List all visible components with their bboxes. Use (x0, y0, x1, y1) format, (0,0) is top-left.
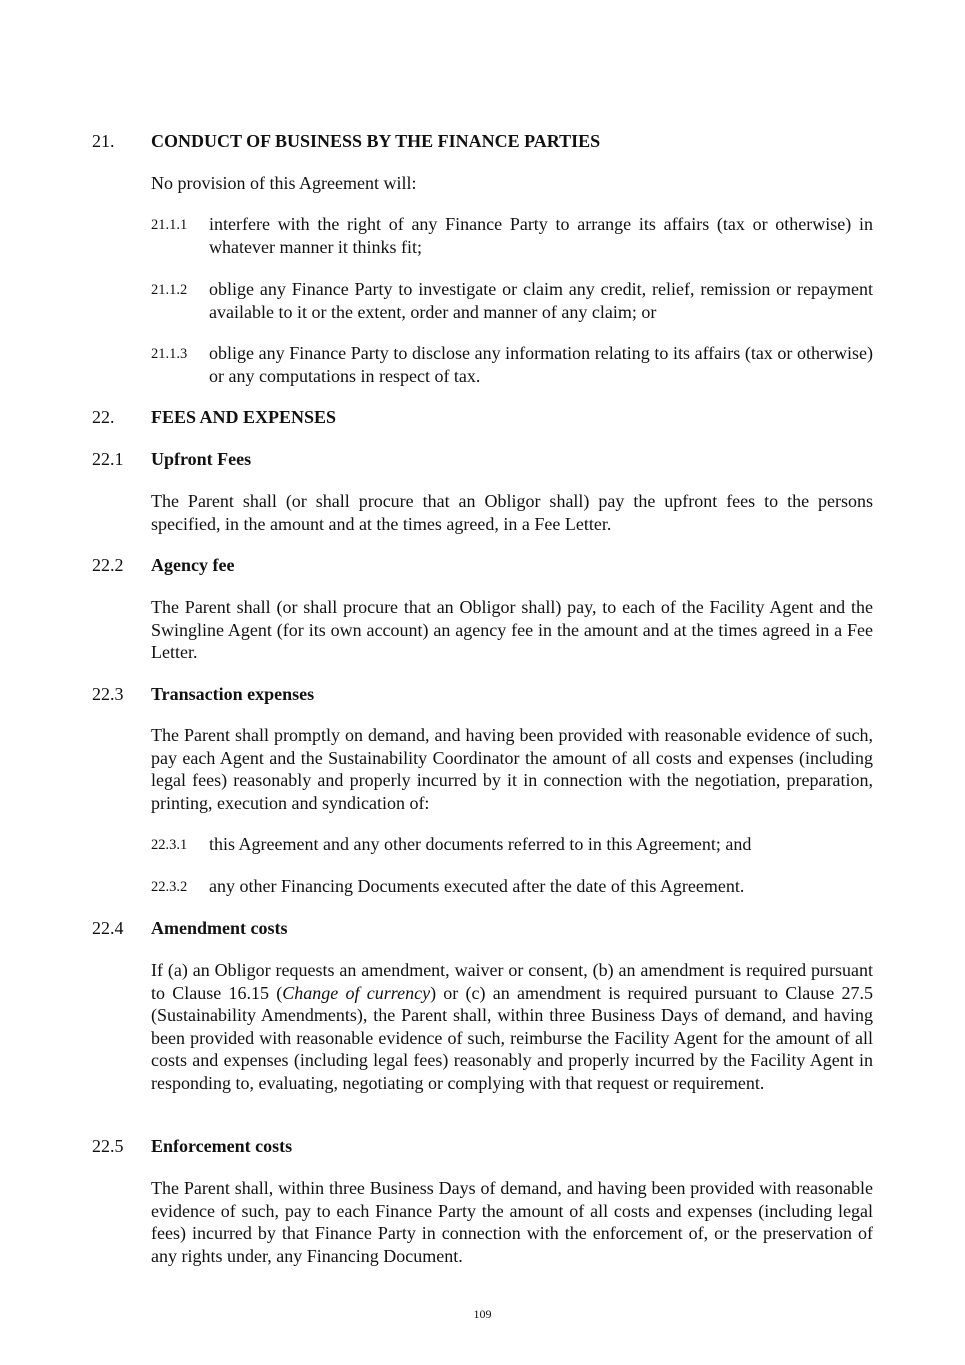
section-number: 21. (92, 131, 115, 151)
item-text: this Agreement and any other documents referred to in this Agreement; and (209, 834, 752, 854)
section-number: 22. (92, 407, 115, 427)
clause-number: 22.2 (92, 555, 124, 575)
clause-title: Agency fee (151, 555, 235, 575)
clause-title: Enforcement costs (151, 1136, 293, 1156)
clause-text: The Parent shall (or shall procure that an Obligor shall) pay the upfront fees to the persons specified, in the amount and at the times agreed, in a Fee Letter. (151, 491, 873, 534)
item-number: 22.3.1 (151, 837, 188, 853)
clause-text-italic: Change of currency (282, 982, 431, 1003)
clause-title: Upfront Fees (151, 449, 252, 469)
clause-text: The Parent shall, within three Business Days of demand, and having been provided with reasonable evidence of such, pay to each Finance Party the amount of all costs and expenses (including legal fees) incurred by that Finance Party in connection with the enforcement of, or the preservation of any rights under, any Financing Document. (151, 1178, 873, 1266)
clause-text: The Parent shall promptly on demand, and having been provided with reasonable evidence of such, pay each Agent and the Sustainability Coordinator the amount of all costs and expenses (including legal fees) reasonably and properly incurred by it in connection with the negotiation, preparation, printing, execution and syndication of: (151, 725, 873, 813)
clause-number: 22.4 (92, 918, 124, 938)
item-text: any other Financing Documents executed after the date of this Agreement. (209, 876, 745, 896)
item-text: oblige any Finance Party to investigate or claim any credit, relief, remission or repayment available to it or the extent, order and manner of any claim; or (209, 279, 873, 322)
item-number: 21.1.2 (151, 282, 188, 298)
clause-text-part: ) or (c) an amendment is required pursuant to Clause 27.5 (Sustainability Amendments), the Parent shall, within three Business Days of demand, and having been provided with reasonable evidence of such, reimburse the Facility Agent for the amount of all costs and expenses (including legal fees) reasonably and properly incurred by the Facility Agent in responding to, evaluating, negotiating or complying with that request or requirement. (151, 982, 873, 1093)
clause-text: The Parent shall (or shall procure that an Obligor shall) pay, to each of the Facility Agent and the Swingline Agent (for its own account) an agency fee in the amount and at the times agreed in a Fee Letter. (151, 597, 873, 663)
item-number: 21.1.1 (151, 217, 188, 233)
clause-title: Transaction expenses (151, 684, 315, 704)
item-text: interfere with the right of any Finance Party to arrange its affairs (tax or otherwise) in whatever manner it thinks fit; (209, 214, 873, 257)
item-number: 22.3.2 (151, 879, 188, 895)
section-intro: No provision of this Agreement will: (151, 173, 417, 193)
clause-title: Amendment costs (151, 918, 288, 938)
item-text: oblige any Finance Party to disclose any information relating to its affairs (tax or otherwise) or any computations in respect of tax. (209, 343, 873, 386)
clause-number: 22.5 (92, 1136, 124, 1156)
clause-text (151, 959, 873, 1095)
section-title: FEES AND EXPENSES (151, 407, 337, 427)
item-number: 21.1.3 (151, 346, 188, 362)
clause-number: 22.1 (92, 449, 124, 469)
page-number: 109 (473, 1307, 492, 1321)
clause-text-part: If (a) an Obligor requests an amendment, waiver or consent, (b) an amendment is required pursuant to Clause 16.15 ( (151, 960, 873, 1003)
section-title: CONDUCT OF BUSINESS BY THE FINANCE PARTIES (151, 131, 601, 151)
clause-number: 22.3 (92, 684, 124, 704)
